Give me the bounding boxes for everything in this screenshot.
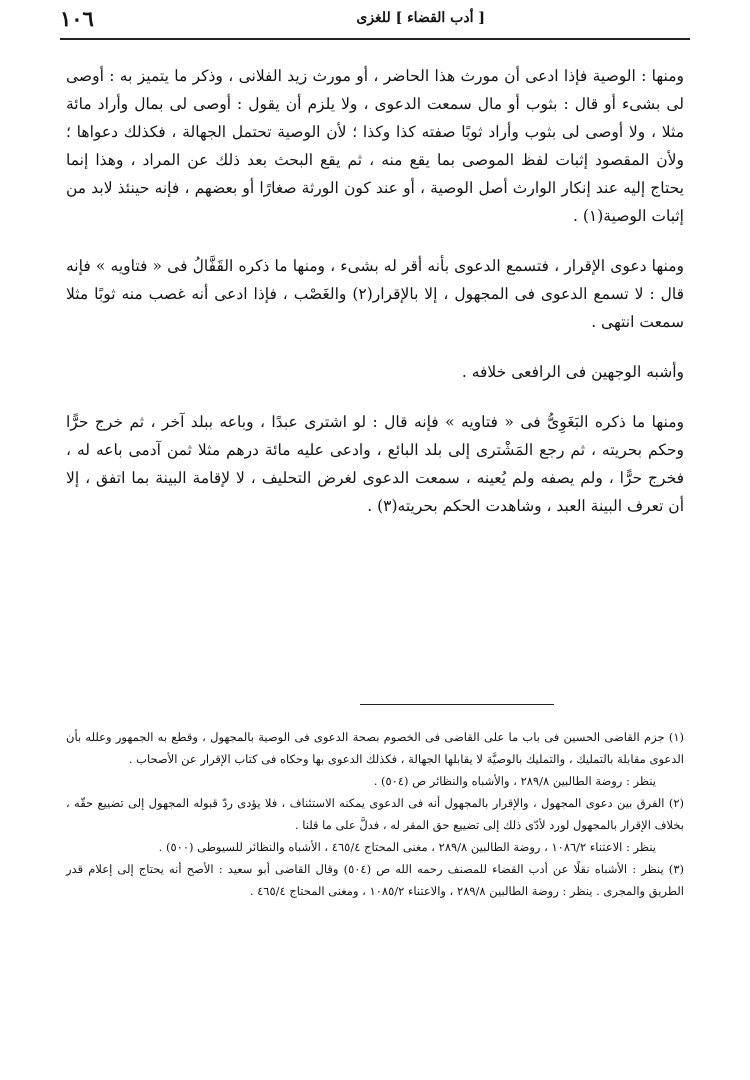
main-text — [66, 62, 684, 520]
paragraph-3: وأشبه الوجهين فى الرافعى خلافه . — [461, 363, 684, 381]
footnote-1-reference: ينظر : روضة الطالبين ٢٨٩/٨ ، والأشباه والنظائر ص (٥٠٤) . — [373, 774, 656, 788]
paragraph-1: ومنها : الوصية فإذا ادعى أن مورث هذا الحاضر ، أو مورث زيد الفلانى ، وذكر ما يتميز به : أوصى لى بشىء أو قال : بثوب أو مال سمعت الدعوى ، ولا يلزم أن يقول : أوصى لى بمال وأراد مائة مثلا ، ولا أوصى لى بثوب وأراد ثوبًا صفته كذا وكذا ؛ لأن الوصية تحتمل الجهالة ، فكذلك دعواها ؛ ولأن المقصود إثبات لفظ الموصى بما يقع منه ، ثم يقع البحث بعد ذلك عن المراد ، وهذا إنما يحتاج إليه عند إنكار الوارث أصل الوصية ، أو عند كون الورثة صغارًا أو بعضهم ، فإنه حينئذ لابد من إثبات الوصية(١) . — [66, 67, 684, 225]
page-number: ١٠٦ — [60, 6, 94, 31]
footnote-3: (٣) ينظر : الأشباه نقلًا عن أدب القضاء للمصنف رحمه الله ص (٥٠٤) وقال القاضى أبو سعيد : الأصح أنه يحتاج إلى إعلام قدر الطريق والمجرى . ينظر : روضة الطالبين ٢٨٩/٨ ، والاعتناء ١٠٨٥/٢ ، ومغنى المحتاج ٤٦٥/٤ . — [66, 862, 684, 898]
paragraph-4: ومنها ما ذكره البَغَوِىُّ فى « فتاويه » فإنه قال : لو اشترى عبدًا ، وباعه ببلد آخر ، ثم خرج حرًّا وحكم بحريته ، ثم رجع المَشْترى إلى بلد البائع ، وادعى عليه مائة درهم مثلا ثمن آدمى باعه له ، فخرج حرًّا ، ولم يصفه ولم يُعينه ، سمعت الدعوى لغرض التحليف ، لا لإقامة البينة بما اتفق ، إلا أن تعرف البينة العبد ، وشاهدت الحكم بحريته(٣) . — [66, 413, 684, 515]
page-header — [60, 6, 690, 38]
paragraph-2: ومنها دعوى الإقرار ، فتسمع الدعوى بأنه أقر له بشىء ، ومنها ما ذكره القَفَّالُ فى « فتاويه » فإنه قال : لا تسمع الدعوى فى المجهول ، إلا بالإقرار(٢) والغَصْب ، فإذا ادعى أنه غصب منه ثوبًا مثلا سمعت انتهى . — [66, 257, 684, 331]
footnote-1: (١) جزم القاضى الحسين فى باب ما على القاضى فى الخصوم بصحة الدعوى فى الوصية بالمجهول ، وقطع به الجمهور وعلله بأن الدعوى مقابلة بالتمليك ، والتمليك بالوصيَّة لا يقابلها الجهالة ، فكذلك الدعوى بها وحكاه فى كتاب الإقرار عن الأصحاب . — [66, 730, 684, 766]
footnote-2-reference: ينظر : الاعتناء ١٠٨٦/٢ ، روضة الطالبين ٢٨٩/٨ ، مغنى المحتاج ٤٦٥/٤ ، الأشباه والنظائر للسيوطى (٥٠٠) . — [158, 840, 656, 854]
header-divider — [60, 38, 690, 40]
footnotes — [66, 726, 684, 902]
footnote-2: (٢) الفرق بين دعوى المجهول ، والإقرار بالمجهول أنه فى الدعوى يمكنه الاستئناف ، فلا يؤدى ردّ قبوله المجهول إلى تضييع حقّه ، بخلاف الإقرار بالمجهول لورد لأدّى ذلك إلى تضييع حق المقر له ، فدلَّ على ما قلنا . — [66, 796, 684, 832]
running-title: [ أدب القضاء ] للغزى — [356, 10, 485, 26]
footnote-divider — [360, 704, 554, 705]
